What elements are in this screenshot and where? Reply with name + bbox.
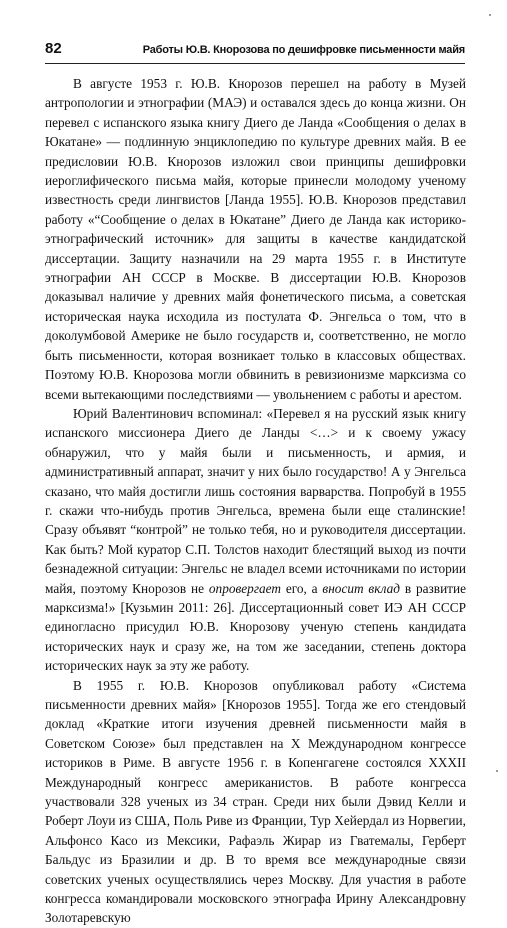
text-run: его, а — [281, 580, 323, 596]
text-run: В 1955 г. Ю.В. Кнорозов опубликовал работу «Система письменности древних майя» [Кнорозов 1955]. Тогда же его стендовый доклад «Краткие итоги изучения древней письменности майя в Советском Союзе» был представлен на X Международном конгрессе историков в Риме. В августе 1956 г. в Копенгагене состоялся XXXII Международный конгресс американистов. В работе конгресса участвовали 328 ученых из 34 стран. Среди них были Дэвид Келли и Роберт Лоуи из США, Поль Риве из Франции, Тур Хейердал из Норвегии, Альфонсо Касо из Мексики, Рафаэль Жирар из Гватемалы, Герберт Бальдус из Бразилии и др. В то время все международные связи советских ученых осуществлялись через Москву. Для участия в работе конгресса командировали московского этнографа Ирину Александровну Золотаревскую — [45, 677, 466, 926]
italic-emphasis: опровергает — [208, 580, 281, 596]
text-run: В августе 1953 г. Ю.В. Кнорозов перешел на работу в Музей антропологии и этнографии (МАЭ) и оставался здесь до конца жизни. Он перевел с испанского языка книгу Диего де Ланда «Сообщения о делах в Юкатане» — подлинную энциклопедию по культуре древних майя. В ее предисловии Ю.В. Кнорозов изложил свои принципы дешифровки иероглифического письма майя, которые принесли молодому ученому известность среди лингвистов [Ланда 1955]. Ю.В. Кнорозов представил работу «“Сообщение о делах в Юкатане” Диего де Ланда как историко-этнографический источник» для защиты в качестве кандидатской диссертации. Защиту назначили на 29 марта 1955 г. в Институте этнографии АН СССР в Москве. В диссертации Ю.В. Кнорозов доказывал наличие у древних майя фонетического письма, а советская историческая наука исходила из постулата Ф. Энгельса о том, что в доколумбовой Америке не было государств и, соответственно, не могло быть письменности, которая возникает только в классовых обществах. Поэтому Ю.В. Кнорозова могли обвинить в ревизионизме марксизма со всеми вытекающими последствиями — увольнением с работы и арестом. — [45, 76, 466, 402]
running-title: Работы Ю.В. Кнорозова по дешифровке письменности майя — [142, 44, 465, 56]
running-header — [45, 40, 465, 60]
paragraph — [45, 404, 466, 676]
paragraph — [45, 74, 466, 404]
italic-emphasis: вносит вклад — [322, 580, 401, 596]
text-run: в развитие марксизма!» [Кузьмин 2011: 26]. Диссертационный совет ИЭ АН СССР единогласно присудил Ю.В. Кнорозову ученую степень кандидата исторических наук и сразу же, на том же заседании, степень доктора исторических наук за эту же работу. — [45, 580, 467, 674]
scan-speck — [496, 770, 498, 772]
header-rule — [45, 63, 465, 64]
page-number: 82 — [45, 40, 62, 57]
scan-speck — [489, 14, 491, 16]
paragraph — [45, 676, 466, 928]
text-run: Юрий Валентинович вспоминал: «Перевел я на русский язык книгу испанского миссионера Диего де Ланды <…> и к своему ужасу обнаружил, что у майя были и письменность, и армия, и административный аппарат, значит у них было государство! А у Энгельса сказано, что майя достигли лишь состояния варварства. Попробуй в 1955 г. скажи что-нибудь против Энгельса, времена были еще сталинские! Сразу объявят “контрой” не только тебя, но и руководителя диссертации. Как быть? Мой куратор С.П. Толстов находит блестящий выход из почти безнадежной ситуации: Энгельс не владел всеми источниками по истории майя, поэтому Кнорозов не — [45, 405, 466, 596]
